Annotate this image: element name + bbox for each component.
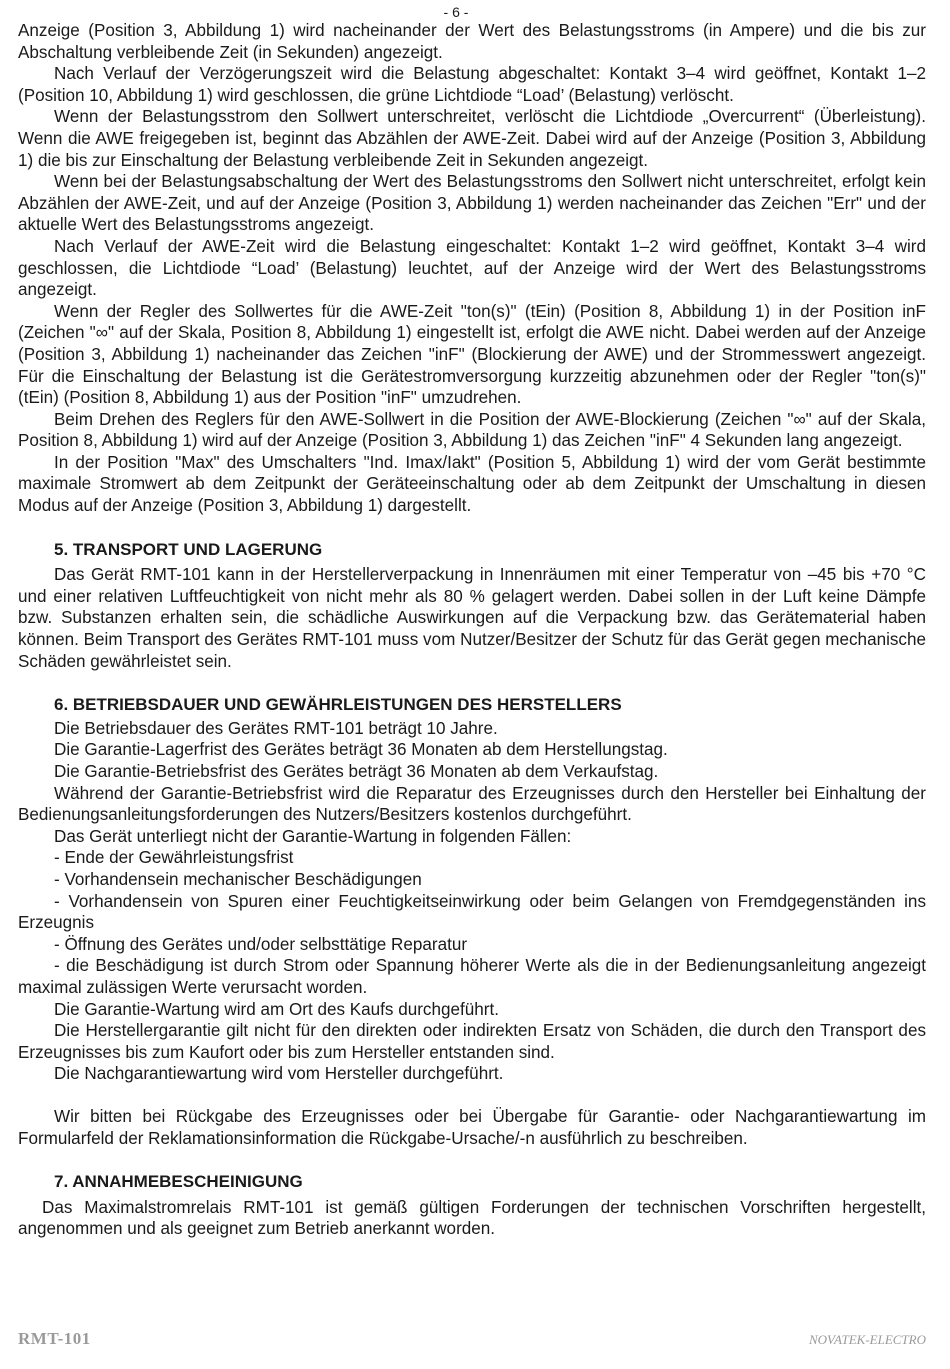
paragraph: Das Gerät RMT-101 kann in der Herstellerverpackung in Innenräumen mit einer Temperatur von –45 bis +70 °C und einer relativen Luftfeuchtigkeit von nicht mehr als 80 % gelagert werden. Dabei sollen in der Luft keine Dämpfe bzw. Substanzen erhalten sein, die schädliche Auswirkungen auf die Verpackung bzw. das Gerätematerial haben können. Beim Transport des Gerätes RMT-101 muss vom Nutzer/Besitzer der Schutz für das Gerät gegen mechanische Schäden gewährleistet sein. bbox=[18, 565, 926, 671]
section-heading-transport: 5. TRANSPORT UND LAGERUNG bbox=[54, 539, 323, 559]
paragraph: Nach Verlauf der AWE-Zeit wird die Belastung eingeschaltet: Kontakt 1–2 wird geöffnet, Kontakt 3–4 wird geschlossen, die Lichtdiode “Load’ (Belastung) leuchtet, auf der Anzeige wird der Wert des Belastungsstroms angezeigt. bbox=[18, 236, 926, 300]
list-item: - Öffnung des Gerätes und/oder selbsttätige Reparatur bbox=[54, 934, 468, 954]
section-heading-warranty: 6. BETRIEBSDAUER UND GEWÄHRLEISTUNGEN DES HERSTELLERS bbox=[54, 695, 622, 715]
paragraph: Die Nachgarantiewartung wird vom Hersteller durchgeführt. bbox=[54, 1064, 504, 1084]
paragraph: Nach Verlauf der Verzögerungszeit wird die Belastung abgeschaltet: Kontakt 3–4 wird geöffnet, Kontakt 1–2 (Position 10, Abbildung 1) wird geschlossen, die grüne Lichtdiode “Load’ (Belastung) verlöscht. bbox=[18, 64, 926, 105]
list-item: - Vorhandensein mechanischer Beschädigungen bbox=[54, 869, 422, 889]
paragraph: Beim Drehen des Reglers für den AWE-Sollwert in die Position der AWE-Blockierung (Zeichen "∞" auf der Skala, Position 8, Abbildung 1) wird auf der Anzeige (Position 3, Abbildung 1) das Zeichen "inF" 4 Sekunden lang angezeigt. bbox=[18, 409, 926, 451]
section-heading-acceptance: 7. ANNAHMEBESCHEINIGUNG bbox=[54, 1172, 303, 1192]
list-item: Die Betriebsdauer des Gerätes RMT-101 beträgt 10 Jahre. bbox=[54, 718, 498, 738]
paragraph: Die Herstellergarantie gilt nicht für den direkten oder indirekten Ersatz von Schäden, die durch den Transport des Erzeugnisses bis zum Kaufort oder bis zum Hersteller entstanden sind. bbox=[18, 1021, 926, 1062]
document-body bbox=[18, 20, 926, 1240]
list-item: - die Beschädigung ist durch Strom oder Spannung höherer Werte als die in der Bedienungsanleitung angezeigt maximal zulässigen Werte verursacht worden. bbox=[18, 956, 926, 997]
list-item: - Ende der Gewährleistungsfrist bbox=[54, 848, 294, 868]
list-item: - Vorhandensein von Spuren einer Feuchtigkeitseinwirkung oder beim Gelangen von Fremdgegenständen ins Erzeugnis bbox=[18, 891, 926, 933]
paragraph: Wenn der Regler des Sollwertes für die AWE-Zeit "ton(s)" (tEin) (Position 8, Abbildung 1) in der Position inF (Zeichen "∞" auf der Skala, Position 8, Abbildung 1) eingestellt ist, erfolgt die AWE nicht. Dabei werden auf der Anzeige (Position 3, Abbildung 1) nacheinander das Zeichen "inF" (Blockierung der AWE) und der Strommesswert angezeigt. Für die Einschaltung der Belastung ist die Gerätestromversorgung kurzzeitig abzunehmen oder der Regler "ton(s)" (tEin) (Position 8, Abbildung 1) aus der Position "inF" umzudrehen. bbox=[18, 301, 926, 408]
list-item: Die Garantie-Lagerfrist des Gerätes beträgt 36 Monaten ab dem Herstellungstag. bbox=[54, 740, 668, 760]
list-item: Die Garantie-Betriebsfrist des Gerätes beträgt 36 Monaten ab dem Verkaufstag. bbox=[54, 762, 659, 781]
paragraph: Das Maximalstromrelais RMT-101 ist gemäß gültigen Forderungen der technischen Vorschriften hergestellt, angenommen und als geeignet zum Betrieb anerkannt worden. bbox=[18, 1197, 926, 1239]
paragraph: Während der Garantie-Betriebsfrist wird die Reparatur des Erzeugnisses durch den Hersteller bei Einhaltung der Bedienungsanleitungsforderungen des Nutzers/Besitzers kostenlos durchgeführt. bbox=[18, 783, 926, 825]
paragraph: Wenn der Belastungsstrom den Sollwert unterschreitet, verlöscht die Lichtdiode „Overcurrent“ (Überleistung). Wenn die AWE freigegeben ist, beginnt das Abzählen der AWE-Zeit. Dabei wird auf der Anzeige (Position 3, Abbildung 1) die bis zur Einschaltung der Belastung verbleibende Zeit in Sekunden angezeigt. bbox=[18, 107, 926, 170]
paragraph: Wenn bei der Belastungsabschaltung der Wert des Belastungsstroms den Sollwert nicht unterschreitet, erfolgt kein Abzählen der AWE-Zeit, und auf der Anzeige (Position 3, Abbildung 1) werden nacheinander das Zeichen "Err" und der aktuelle Wert des Belastungsstroms angezeigt. bbox=[18, 172, 926, 235]
paragraph: Das Gerät unterliegt nicht der Garantie-Wartung in folgenden Fällen: bbox=[54, 826, 572, 846]
footer-brand: NOVATEK-ELECTRO bbox=[808, 1332, 926, 1347]
footer-model: RMT-101 bbox=[18, 1329, 91, 1348]
page-number: - 6 - bbox=[443, 4, 469, 20]
paragraph: In der Position "Max" des Umschalters "Ind. Imax/Iakt" (Position 5, Abbildung 1) wird der vom Gerät bestimmte maximale Stromwert ab dem Zeitpunkt der Geräteeinschaltung oder ab dem Zeitpunkt der Umschaltung in diesen Modus auf der Anzeige (Position 3, Abbildung 1) dargestellt. bbox=[18, 452, 926, 516]
paragraph: Die Garantie-Wartung wird am Ort des Kaufs durchgeführt. bbox=[54, 999, 499, 1019]
paragraph: Wir bitten bei Rückgabe des Erzeugnisses oder bei Übergabe für Garantie- oder Nachgarantiewartung im Formularfeld der Reklamationsinformation die Rückgabe-Ursache/-n ausführlich zu beschreiben. bbox=[18, 1106, 926, 1148]
paragraph: Anzeige (Position 3, Abbildung 1) wird nacheinander der Wert des Belastungsstroms (in Ampere) und die bis zur Abschaltung verbleibende Zeit (in Sekunden) angezeigt. bbox=[18, 21, 926, 62]
